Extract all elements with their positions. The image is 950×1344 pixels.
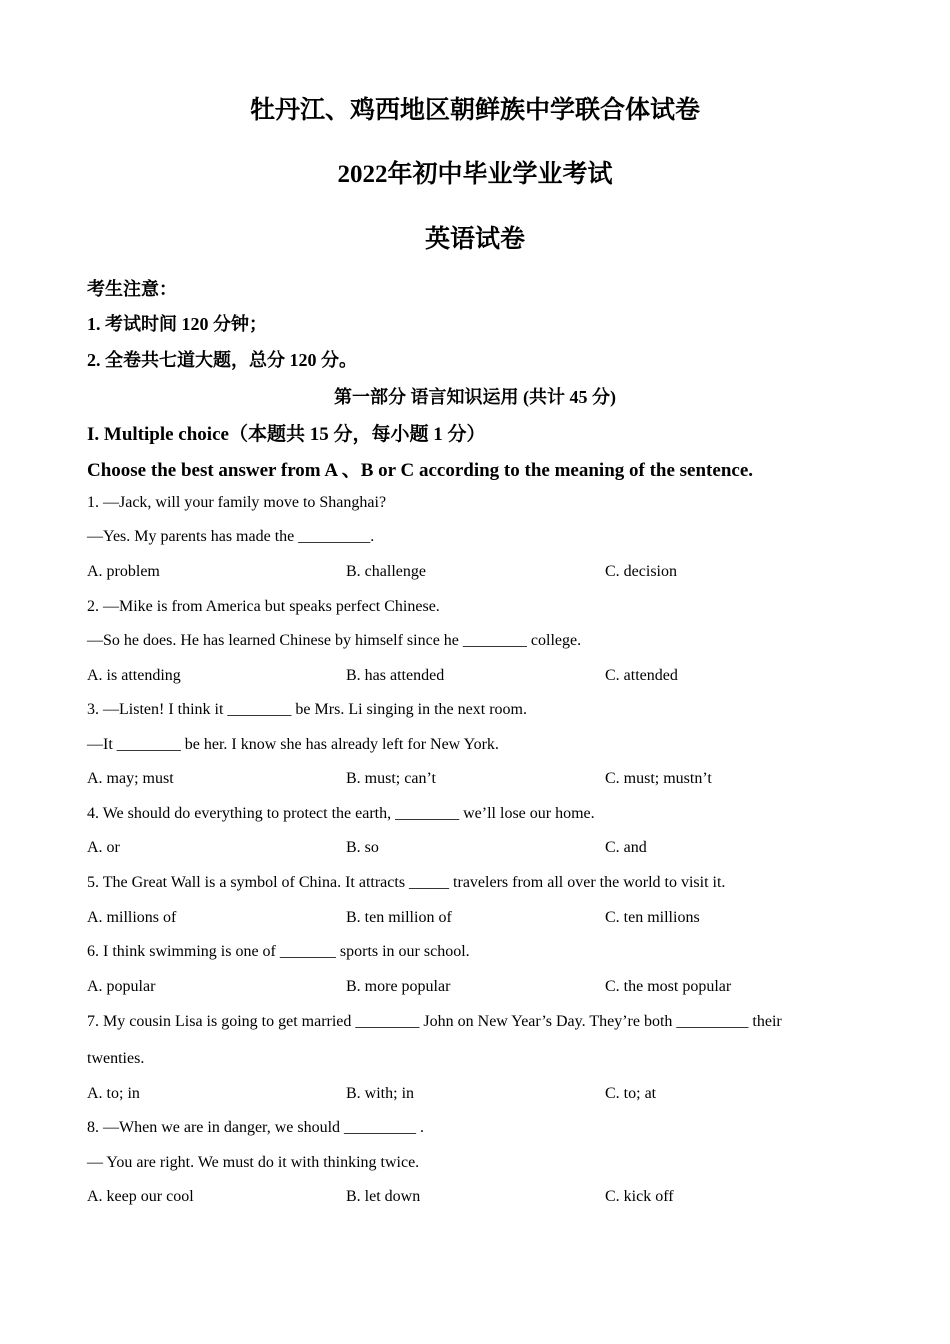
question-4-option-a: A. or <box>87 839 120 856</box>
question-4-option-b: B. so <box>346 839 379 856</box>
question-2-option-a: A. is attending <box>87 667 181 684</box>
exam-title: 牡丹江、鸡西地区朝鲜族中学联合体试卷 <box>249 97 700 124</box>
question-8-line-1: 8. —When we are in danger, we should _________ . <box>87 1119 425 1136</box>
question-5-option-a: A. millions of <box>87 909 177 926</box>
question-7-line-2: twenties. <box>87 1050 145 1067</box>
question-3-line-2: —It ________ be her. I know she has already left for New York. <box>87 736 499 753</box>
question-2-option-b: B. has attended <box>346 667 445 684</box>
question-1-option-a: A. problem <box>87 563 160 580</box>
section-instruction: Choose the best answer from A 、B or C according to the meaning of the sentence. <box>87 460 754 481</box>
question-2-option-c: C. attended <box>605 667 678 684</box>
question-3-option-c: C. must; mustn’t <box>605 770 712 787</box>
question-7-option-b: B. with; in <box>346 1085 415 1102</box>
question-6-option-c: C. the most popular <box>605 978 732 995</box>
notice-item-2: 2. 全卷共七道大题，总分 120 分。 <box>87 350 357 370</box>
question-8-line-2: — You are right. We must do it with thinking twice. <box>87 1154 420 1171</box>
question-1-line-1: 1. —Jack, will your family move to Shanghai? <box>87 494 387 511</box>
question-7-option-c: C. to; at <box>605 1085 657 1102</box>
part-title: 第一部分 语言知识运用 (共计 45 分) <box>334 387 616 407</box>
question-5-option-c: C. ten millions <box>605 909 700 926</box>
section-heading: I. Multiple choice（本题共 15 分，每小题 1 分） <box>87 424 486 445</box>
question-7-option-a: A. to; in <box>87 1085 140 1102</box>
question-6-line-1: 6. I think swimming is one of _______ sports in our school. <box>87 943 470 960</box>
question-3-line-1: 3. —Listen! I think it ________ be Mrs. Li singing in the next room. <box>87 701 527 718</box>
question-5-option-b: B. ten million of <box>346 909 452 926</box>
question-8-option-b: B. let down <box>346 1188 421 1205</box>
question-5-line-1: 5. The Great Wall is a symbol of China. It attracts _____ travelers from all over the world to visit it. <box>87 874 726 891</box>
question-3-option-a: A. may; must <box>87 770 174 787</box>
question-7-line-1: 7. My cousin Lisa is going to get married ________ John on New Year’s Day. They’re both _________ their <box>87 1013 782 1030</box>
question-4-option-c: C. and <box>605 839 647 856</box>
subject-title: 英语试卷 <box>424 226 525 253</box>
exam-subtitle: 2022年初中毕业学业考试 <box>337 161 613 188</box>
question-4-line-1: 4. We should do everything to protect the earth, ________ we’ll lose our home. <box>87 805 595 822</box>
question-1-option-c: C. decision <box>605 563 677 580</box>
notice-item-1: 1. 考试时间 120 分钟； <box>87 314 267 334</box>
question-8-option-c: C. kick off <box>605 1188 674 1205</box>
question-1-line-2: —Yes. My parents has made the _________. <box>87 528 375 545</box>
question-6-option-a: A. popular <box>87 978 156 995</box>
question-1-option-b: B. challenge <box>346 563 426 580</box>
question-3-option-b: B. must; can’t <box>346 770 436 787</box>
question-6-option-b: B. more popular <box>346 978 451 995</box>
question-8-option-a: A. keep our cool <box>87 1188 194 1205</box>
question-2-line-1: 2. —Mike is from America but speaks perfect Chinese. <box>87 598 440 615</box>
question-2-line-2: —So he does. He has learned Chinese by himself since he ________ college. <box>87 632 582 649</box>
notice-heading: 考生注意： <box>87 279 177 299</box>
